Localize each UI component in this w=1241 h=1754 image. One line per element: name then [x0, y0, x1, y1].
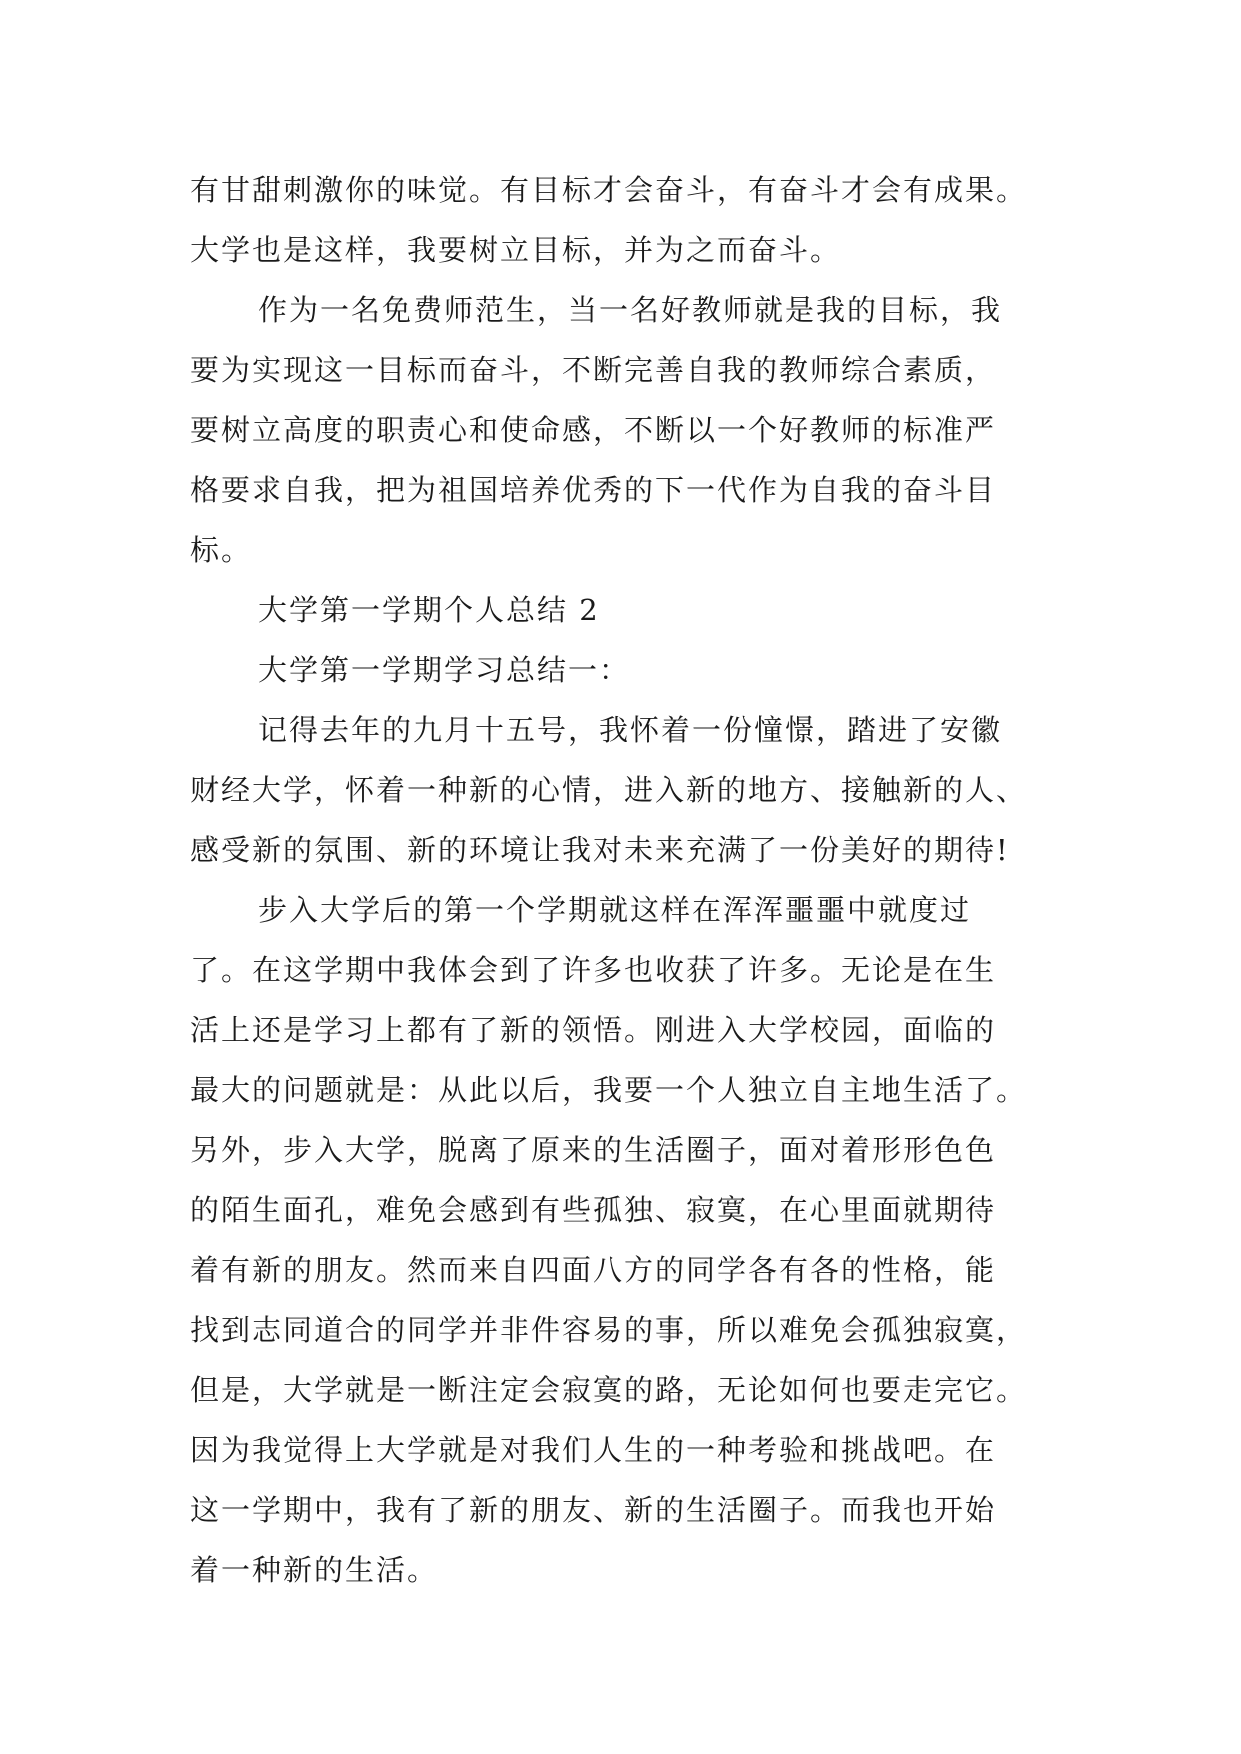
paragraph-start-line: 记得去年的九月十五号，我怀着一份憧憬，踏进了安徽: [258, 713, 1003, 747]
text-line: 活上还是学习上都有了新的领悟。刚进入大学校园，面临的: [190, 1013, 997, 1047]
text-line: 有甘甜刺激你的味觉。有目标才会奋斗，有奋斗才会有成果。: [190, 173, 1028, 207]
text-line: 要树立高度的职责心和使命感，不断以一个好教师的标准严: [190, 413, 997, 447]
text-line: 最大的问题就是：从此以后，我要一个人独立自主地生活了。: [190, 1073, 1028, 1107]
text-line: 大学也是这样，我要树立目标，并为之而奋斗。: [190, 233, 842, 267]
text-line: 感受新的氛围、新的环境让我对未来充满了一份美好的期待!: [190, 833, 1010, 867]
document-body: [190, 160, 1050, 1600]
text-line: 标。: [190, 533, 253, 567]
section-heading: 大学第一学期个人总结 2: [258, 593, 600, 627]
text-line: 着有新的朋友。然而来自四面八方的同学各有各的性格，能: [190, 1253, 997, 1287]
text-line: 财经大学，怀着一种新的心情，进入新的地方、接触新的人、: [190, 773, 1028, 807]
text-line: 但是，大学就是一断注定会寂寞的路，无论如何也要走完它。: [190, 1373, 1028, 1407]
paragraph-start-line: 作为一名免费师范生，当一名好教师就是我的目标，我: [258, 293, 1003, 327]
text-line: 要为实现这一目标而奋斗，不断完善自我的教师综合素质，: [190, 353, 997, 387]
text-line: 这一学期中，我有了新的朋友、新的生活圈子。而我也开始: [190, 1493, 997, 1527]
paragraph-start-line: 步入大学后的第一个学期就这样在浑浑噩噩中就度过: [258, 893, 972, 927]
text-line: 格要求自我，把为祖国培养优秀的下一代作为自我的奋斗目: [190, 473, 997, 507]
text-line: 的陌生面孔，难免会感到有些孤独、寂寞，在心里面就期待: [190, 1193, 997, 1227]
text-line: 着一种新的生活。: [190, 1553, 439, 1587]
text-line: 找到志同道合的同学并非件容易的事，所以难免会孤独寂寞，: [190, 1313, 1028, 1347]
subsection-heading: 大学第一学期学习总结一：: [258, 653, 631, 687]
text-line: 另外，步入大学，脱离了原来的生活圈子，面对着形形色色: [190, 1133, 997, 1167]
text-line: 了。在这学期中我体会到了许多也收获了许多。无论是在生: [190, 953, 997, 987]
text-line: 因为我觉得上大学就是对我们人生的一种考验和挑战吧。在: [190, 1433, 997, 1467]
